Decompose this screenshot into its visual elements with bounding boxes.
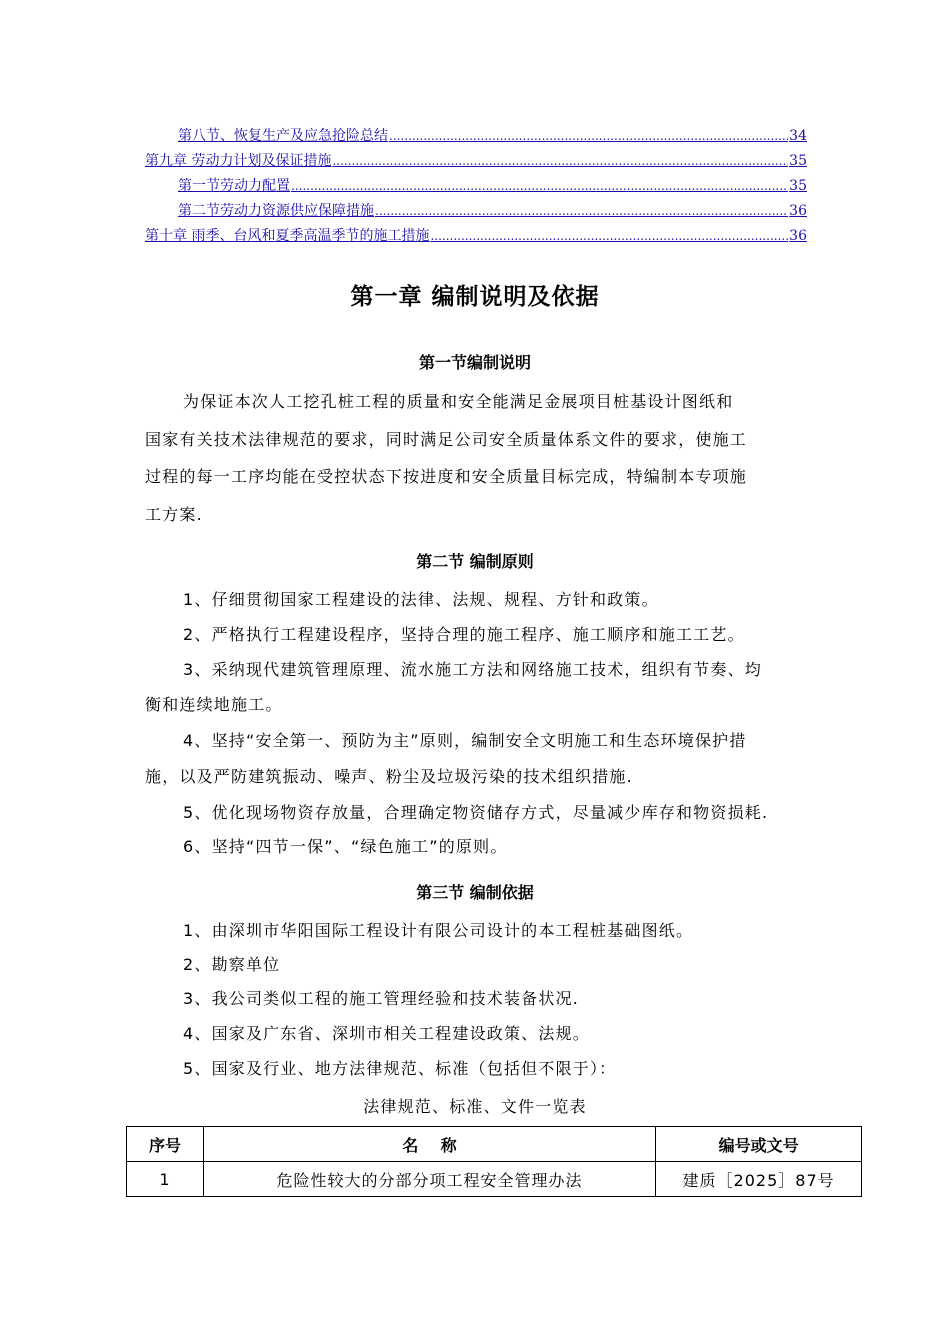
toc-entry-page: 35 — [789, 178, 807, 194]
toc-entry-title: 第九章 劳动力计划及保证措施 — [145, 153, 332, 169]
toc-entry-page: 35 — [789, 153, 807, 169]
toc-leader-dots — [291, 179, 788, 193]
toc-entry-title: 第一节劳动力配置 — [178, 178, 290, 194]
toc-leader-dots — [332, 154, 788, 168]
toc-entry-title: 第八节、恢复生产及应急抢险总结 — [178, 128, 388, 144]
body-text-line: 1、由深圳市华阳国际工程设计有限公司设计的本工程桩基础图纸。 — [183, 921, 694, 940]
body-text-line: 2、勘察单位 — [183, 955, 281, 974]
body-text-line: 4、国家及广东省、深圳市相关工程建设政策、法规。 — [183, 1024, 590, 1043]
body-text-line: 1、仔细贯彻国家工程建设的法律、法规、规程、方针和政策。 — [183, 590, 659, 609]
body-text-line: 过程的每一工序均能在受控状态下按进度和安全质量目标完成，特编制本专项施 — [145, 467, 748, 486]
law-standards-table — [126, 1126, 862, 1197]
toc-entry[interactable] — [145, 175, 807, 200]
table-header-cell: 名 称 — [203, 1127, 655, 1162]
toc-leader-dots — [389, 129, 788, 143]
toc-entry-title: 第十章 雨季、台风和夏季高温季节的施工措施 — [145, 228, 430, 244]
toc-entry[interactable] — [145, 150, 807, 175]
section-title: 第二节 编制原则 — [416, 552, 534, 571]
body-text-line: 5、国家及行业、地方法律规范、标准（包括但不限于）： — [183, 1059, 617, 1078]
toc-leader-dots — [375, 204, 788, 218]
body-text-line: 为保证本次人工挖孔桩工程的质量和安全能满足金展项目桩基设计图纸和 — [183, 392, 734, 411]
table-header-row — [127, 1127, 862, 1162]
body-text-line: 2、严格执行工程建设程序，坚持合理的施工程序、施工顺序和施工工艺。 — [183, 625, 745, 644]
table-cell: 危险性较大的分部分项工程安全管理办法 — [203, 1162, 655, 1197]
section-title: 第一节编制说明 — [418, 353, 531, 372]
toc-entry-title: 第二节劳动力资源供应保障措施 — [178, 203, 374, 219]
toc-entry-page: 36 — [789, 203, 807, 219]
toc-leader-dots — [430, 229, 788, 243]
table-caption: 法律规范、标准、文件一览表 — [363, 1097, 587, 1116]
table-header-cell: 编号或文号 — [656, 1127, 862, 1162]
body-text-line: 3、我公司类似工程的施工管理经验和技术装备状况. — [183, 989, 580, 1008]
toc-entry-page: 36 — [789, 228, 807, 244]
chapter-title: 第一章 编制说明及依据 — [350, 284, 600, 310]
body-text-line: 4、坚持“安全第一、预防为主”原则，编制安全文明施工和生态环境保护措 — [183, 731, 747, 750]
toc-entry[interactable] — [145, 225, 807, 250]
toc-entry[interactable] — [145, 200, 807, 225]
body-text-line: 衡和连续地施工。 — [145, 695, 283, 714]
table-header-cell: 序号 — [127, 1127, 204, 1162]
body-text-line: 6、坚持“四节一保”、“绿色施工”的原则。 — [183, 837, 508, 856]
table-cell: 1 — [127, 1162, 204, 1197]
table-cell: 建质［2025］87号 — [656, 1162, 862, 1197]
body-text-line: 施，以及严防建筑振动、噪声、粉尘及垃圾污染的技术组织措施. — [145, 767, 633, 786]
body-text-line: 3、采纳现代建筑管理原理、流水施工方法和网络施工技术，组织有节奏、均 — [183, 660, 762, 679]
toc-entry-page: 34 — [789, 128, 807, 144]
table-row — [127, 1162, 862, 1197]
table-of-contents — [145, 125, 807, 250]
body-text-line: 5、优化现场物资存放量，合理确定物资储存方式，尽量减少库存和物资损耗. — [183, 803, 769, 822]
toc-entry[interactable] — [145, 125, 807, 150]
body-text-line: 国家有关技术法律规范的要求，同时满足公司安全质量体系文件的要求，使施工 — [145, 430, 748, 449]
body-text-line: 工方案. — [145, 505, 203, 524]
section-title: 第三节 编制依据 — [416, 883, 534, 902]
